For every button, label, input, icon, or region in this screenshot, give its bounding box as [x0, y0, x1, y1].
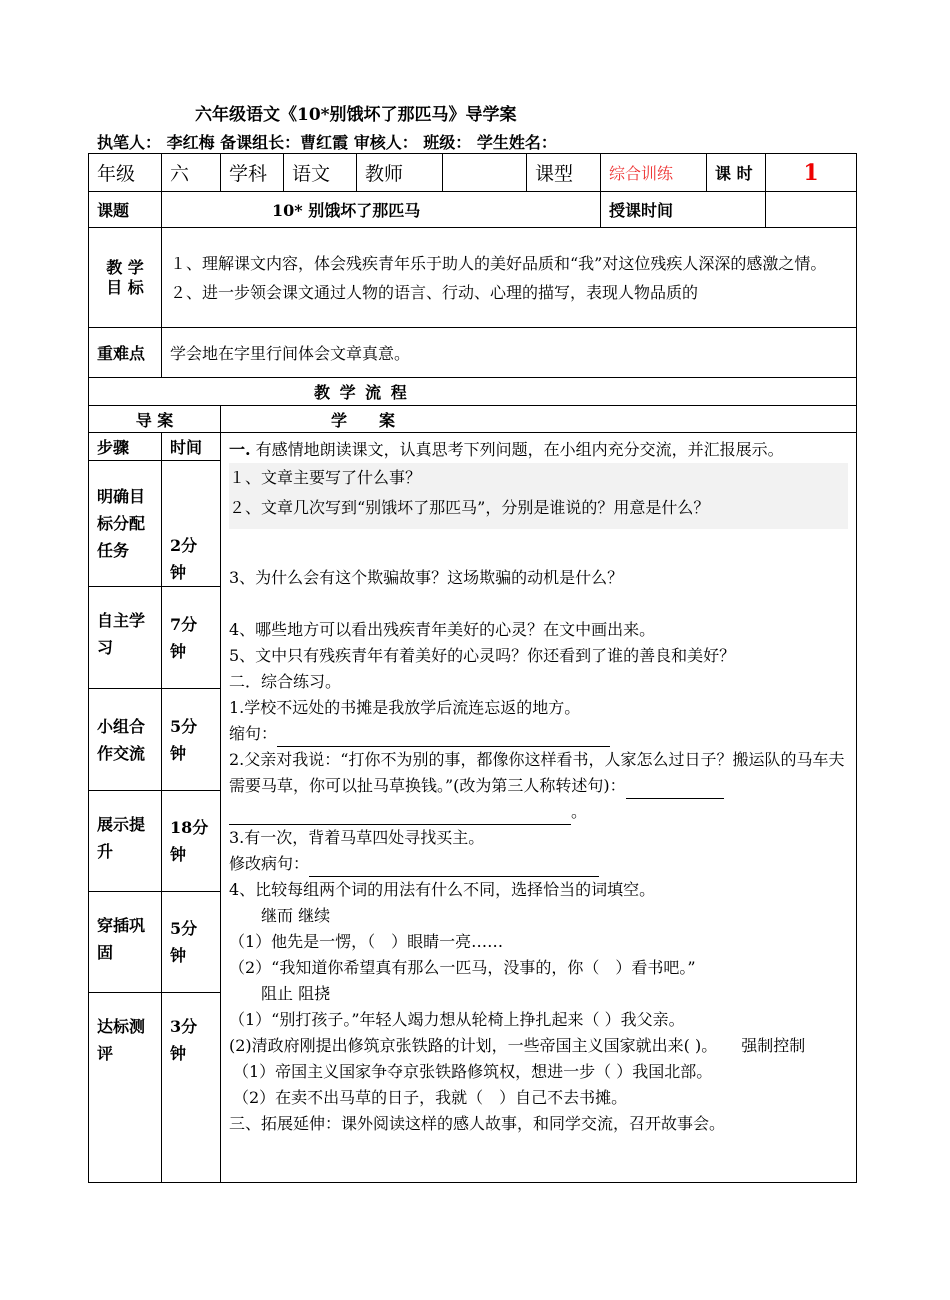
grade-label: 年级 — [89, 154, 162, 192]
study-header: 学 案 — [221, 406, 857, 433]
section-three: 三、拓展延伸：课外阅读这样的感人故事，和同学交流，召开故事会。 — [229, 1114, 726, 1133]
topic-label: 课题 — [89, 192, 162, 228]
page-title: 六年级语文《10*别饿坏了那匹马》导学案 — [195, 105, 517, 125]
word-group-2-a: （1）“别打孩子。”年轻人竭力想从轮椅上挣扎起来（ ）我父亲。 — [229, 1010, 685, 1029]
word-group-1-a: （1）他先是一愣，（ ）眼睛一亮…… — [229, 932, 504, 951]
lesson-table — [88, 153, 857, 1183]
step-name: 明确目标分配任务 — [89, 461, 162, 587]
step-name: 穿插巩固 — [89, 892, 162, 993]
teaching-time-value — [766, 192, 857, 228]
section-two: 二．综合练习。 — [229, 672, 342, 691]
exercise-2-end: 。 — [571, 802, 588, 821]
objectives-text: １、理解课文内容，体会残疾青年乐于助人的美好品质和“我”对这位残疾人深深的感激之情。２、进一步领会课文通过人物的语言、行动、心理的描写，表现人物品质的 — [162, 228, 857, 328]
answer-blank — [309, 858, 599, 877]
word-group-1: 继而 继续 — [261, 906, 331, 925]
teaching-time-label: 授课时间 — [601, 192, 766, 228]
type-label: 课型 — [527, 154, 601, 192]
process-title: 教 学 流 程 — [89, 378, 857, 406]
subject-label: 学科 — [221, 154, 284, 192]
exercise-4: 4、比较每组两个词的用法有什么不同，选择恰当的词填空。 — [229, 880, 656, 899]
exercise-2-continued — [229, 799, 848, 825]
answer-blank — [626, 780, 724, 799]
subject-value: 语文 — [284, 154, 357, 192]
key-points-text: 学会地在字里行间体会文章真意。 — [162, 328, 857, 378]
question-3: 3、为什么会有这个欺骗故事？这场欺骗的动机是什么？ — [229, 568, 624, 587]
objectives-label: 教 学 目 标 — [89, 228, 162, 328]
word-group-3-a: （1）帝国主义国家争夺京张铁路修筑权，想进一步（ ）我国北部。 — [233, 1062, 713, 1081]
guide-header: 导 案 — [89, 406, 221, 433]
step-name: 小组合作交流 — [89, 689, 162, 791]
step-time: 2分钟 — [162, 461, 221, 587]
step-time: 5分钟 — [162, 689, 221, 791]
study-content — [221, 433, 857, 1183]
header-row — [89, 154, 857, 192]
question-2: ２、文章几次写到“别饿坏了那匹马”，分别是谁说的？用意是什么？ — [229, 498, 710, 517]
question-4: 4、哪些地方可以看出残疾青年美好的心灵？在文中画出来。 — [229, 620, 656, 639]
section-one — [229, 437, 848, 463]
exercise-1-label: 缩句： — [229, 724, 278, 743]
teacher-label: 教师 — [357, 154, 443, 192]
exercise-3: 3.有一次，背着马草四处寻找买主。 — [229, 828, 485, 847]
period-value: 1 — [766, 154, 857, 192]
exercise-2-text: 2.父亲对我说：“打你不为别的事，都像你这样看书，人家怎么过日子？搬运队的马车夫需要马草，你可以扯马草换钱。”(改为第三人称转述句)： — [229, 750, 845, 795]
plan-header-row — [89, 406, 857, 433]
author-line: 执笔人： 李红梅 备课组长：曹红霞 审核人： 班级： 学生姓名： — [97, 130, 635, 154]
key-points-label: 重难点 — [89, 328, 162, 378]
topic-row — [89, 192, 857, 228]
exercise-1: 1.学校不远处的书摊是我放学后流连忘返的地方。 — [229, 698, 581, 717]
word-group-3-b: （2）在卖不出马草的日子，我就（ ）自己不去书摊。 — [233, 1088, 628, 1107]
step-header-row — [89, 433, 857, 461]
question-1: １、文章主要写了什么事？ — [229, 468, 422, 487]
process-title-row — [89, 378, 857, 406]
section-one-number: 一. — [229, 440, 251, 459]
section-one-text: 有感情地朗读课文，认真思考下列问题，在小组内充分交流，并汇报展示。 — [255, 440, 784, 459]
grade-value: 六 — [162, 154, 221, 192]
exercise-1-answer — [229, 721, 848, 747]
type-value: 综合训练 — [601, 154, 707, 192]
step-time: 5分钟 — [162, 892, 221, 993]
step-name: 自主学习 — [89, 587, 162, 689]
period-label: 课 时 — [707, 154, 766, 192]
time-column-header: 时间 — [162, 433, 221, 461]
step-time: 3分钟 — [162, 993, 221, 1183]
exercise-3-label: 修改病句： — [229, 854, 310, 873]
exercise-2 — [229, 747, 848, 799]
word-group-2: 阻止 阻挠 — [261, 984, 331, 1003]
question-block — [229, 463, 848, 529]
objectives-row — [89, 228, 857, 328]
step-column-header: 步骤 — [89, 433, 162, 461]
exercise-3-answer — [229, 851, 848, 877]
topic-value: 10* 别饿坏了那匹马 — [162, 192, 601, 228]
teacher-value — [443, 154, 527, 192]
word-group-2-b: (2)清政府刚提出修筑京张铁路的计划，一些帝国主义国家就出来( )。 强制控制 — [229, 1036, 806, 1055]
answer-blank — [277, 728, 610, 747]
question-5: 5、文中只有残疾青年有着美好的心灵吗？你还看到了谁的善良和美好？ — [229, 646, 736, 665]
step-time: 7分钟 — [162, 587, 221, 689]
step-name: 展示提升 — [89, 791, 162, 892]
key-points-row — [89, 328, 857, 378]
answer-blank — [229, 806, 571, 825]
step-name: 达标测评 — [89, 993, 162, 1183]
word-group-1-b: （2）“我知道你希望真有那么一匹马，没事的，你（ ）看书吧。” — [229, 958, 696, 977]
step-time: 18分钟 — [162, 791, 221, 892]
